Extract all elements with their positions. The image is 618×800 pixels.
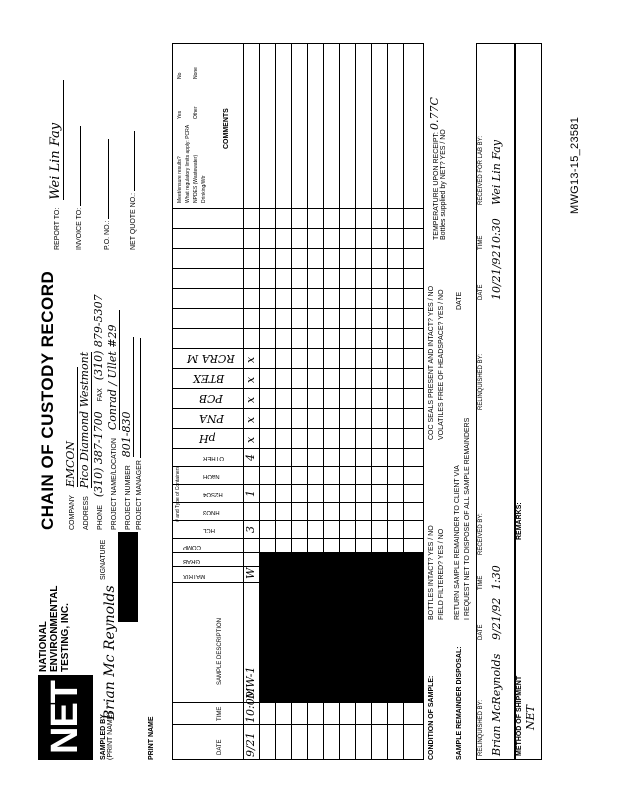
date-1[interactable]: 9/21/92 (490, 597, 503, 640)
col-hno3: HNO3 (203, 509, 220, 515)
relinquished-label-1: RELINQUISHED BY: (478, 699, 484, 756)
quote-value[interactable] (134, 131, 135, 191)
time-label-1: TIME (478, 575, 484, 590)
po-value[interactable] (108, 139, 109, 219)
disposal-request[interactable]: I REQUEST NET TO DISPOSE OF ALL SAMPLE REMAINDERS (464, 417, 471, 620)
col-h2so4: H2SO4 (203, 491, 223, 497)
sampled-by-label: SAMPLED BY (100, 714, 107, 760)
reg-npdes: NPDES (Wastewater) (193, 154, 199, 203)
po-row (104, 139, 111, 250)
lab-logo: NET (38, 675, 93, 760)
fax-value[interactable]: (310) 879-5307 (92, 294, 105, 381)
fax-label: FAX (97, 388, 104, 402)
row1-mark-pna[interactable]: x (244, 416, 257, 423)
col-date: DATE (217, 739, 223, 755)
document-id: MWG13-15_23581 (569, 116, 581, 214)
reg-drinking: Drinking/Wtr (201, 175, 207, 203)
invoice-to-label: INVOICE TO: (76, 207, 83, 250)
sampled-by-value[interactable]: Brian Mc Reynolds (102, 585, 118, 720)
company-value[interactable]: EMCON (64, 367, 78, 487)
report-to-label: REPORT TO: (54, 207, 61, 250)
row1-count-other[interactable]: 4 (244, 454, 257, 461)
project-manager-label: PROJECT MANAGER (136, 460, 143, 530)
sample-table (172, 43, 424, 760)
company-label: COMPANY (69, 495, 76, 530)
address-row (78, 352, 92, 530)
analysis-pna: PNA (199, 412, 224, 425)
coc-seals[interactable]: COC SEALS PRESENT AND INTACT? YES / NO (428, 285, 435, 440)
received-for-lab-label: RECEIVED FOR LAB BY: (478, 135, 484, 205)
project-number-value[interactable]: 801-830 (120, 337, 134, 457)
col-grab: GRAB (183, 558, 201, 564)
col-other: OTHER (203, 455, 224, 461)
comments-header: COMMENTS (223, 108, 230, 149)
print-name-label: PRINT NAME (148, 716, 155, 760)
invoice-to-row (76, 126, 83, 250)
analysis-rcra: RCRA M (187, 352, 235, 365)
date-label-2: DATE (478, 284, 484, 300)
time-1[interactable]: 1:30 (490, 565, 503, 590)
lab-name-line-3: TESTING, INC. (60, 603, 71, 672)
shipment-value[interactable]: NET (524, 705, 537, 730)
date-2[interactable]: 10/21/92 (490, 250, 503, 300)
col-preservation: # and Type of Containers (175, 466, 181, 522)
row1-mark-rcra[interactable]: x (244, 356, 257, 363)
signature-label: SIGNATURE (100, 539, 107, 580)
reg-yes[interactable]: Yes (177, 110, 183, 119)
phone-row (92, 294, 105, 530)
project-name-value[interactable]: Conrad / Ullet #29 (106, 310, 120, 430)
received-label-1: RECEIVED BY: (478, 513, 484, 555)
quote-row (130, 131, 137, 250)
report-to-value[interactable]: Wei Lin Fay (48, 80, 64, 200)
row1-count-h2so4[interactable]: 1 (244, 490, 257, 497)
phone-label: PHONE (97, 505, 104, 530)
volatiles[interactable]: VOLATILES FREE OF HEADSPACE? YES / NO (438, 289, 445, 440)
reg-none[interactable]: None (193, 67, 199, 79)
lab-name-line-2: ENVIRONMENTAL (49, 585, 60, 672)
condition-label: CONDITION OF SAMPLE: (428, 675, 435, 760)
bottles-supplied[interactable]: Bottles supplied by NET? YES / NO (440, 129, 447, 240)
reg-other[interactable]: Other (193, 106, 199, 119)
time-label-2: TIME (478, 235, 484, 250)
reg-line-2: What regulatory limits apply: PCRA (185, 124, 191, 203)
col-time: TIME (217, 706, 223, 721)
col-sample-description: SAMPLE DESCRIPTION (217, 617, 223, 685)
remarks-label: REMARKS: (516, 502, 523, 540)
analysis-ph: pH (199, 432, 216, 445)
lab-name-line-1: NATIONAL (38, 621, 49, 672)
row1-mark-pcb[interactable]: x (244, 396, 257, 403)
analysis-pcb: PCB (199, 392, 223, 405)
project-manager-value[interactable] (140, 338, 141, 458)
disposal-return[interactable]: RETURN SAMPLE REMAINDER TO CLIENT VIA (454, 465, 461, 620)
temperature-value[interactable]: 0.77C (428, 97, 441, 131)
reg-no[interactable]: No (177, 72, 183, 79)
lab-name (38, 552, 71, 672)
col-matrix: MATRIX (183, 573, 206, 579)
analysis-btex: BTEX (193, 372, 225, 385)
shipment-label: METHOD OF SHIPMENT (516, 675, 523, 756)
disposal-date-label: DATE (456, 291, 463, 310)
report-to-row (48, 80, 64, 250)
phone-value[interactable]: (310) 387-1700 (92, 411, 105, 498)
row1-description[interactable]: MW-1 (244, 666, 257, 699)
col-naoh: NaOH (203, 473, 220, 479)
col-comp: COMP (183, 544, 201, 550)
temperature-label: TEMPERATURE UPON RECEIPT: (433, 132, 440, 240)
date-label-1: DATE (478, 624, 484, 640)
redaction-bar-top (118, 532, 138, 622)
time-2[interactable]: 10:30 (490, 218, 503, 250)
form-title: CHAIN OF CUSTODY RECORD (38, 270, 57, 530)
row1-matrix[interactable]: W (244, 567, 257, 579)
signer-1[interactable]: Brian McReynolds (490, 653, 503, 756)
row1-date[interactable]: 9/21 (244, 732, 257, 757)
row1-count-hcl[interactable]: 3 (244, 526, 257, 533)
project-name-label: PROJECT NAME/LOCATION (111, 438, 118, 530)
address-value[interactable]: Pico Diamond Westmont (78, 351, 91, 489)
col-hcl: HCL (203, 527, 216, 533)
company-row (64, 367, 78, 530)
row1-mark-btex[interactable]: x (244, 376, 257, 383)
address-label: ADDRESS (83, 496, 90, 530)
signer-2[interactable]: Wei Lin Fay (490, 140, 503, 205)
field-filtered[interactable]: FIELD FILTERED? YES / NO (438, 528, 445, 620)
project-manager-row (136, 338, 143, 530)
bottles-intact[interactable]: BOTTLES INTACT? YES / NO (428, 525, 435, 620)
disposal-label: SAMPLE REMAINDER DISPOSAL: (456, 646, 463, 760)
sampled-by-sub: (PRINT NAME) (107, 712, 114, 760)
row1-time[interactable]: 10:00 (244, 691, 257, 723)
invoice-to-value[interactable] (80, 126, 81, 206)
quote-label: NET QUOTE NO.: (130, 192, 137, 250)
reg-line-1: Meet/ensure results? (177, 156, 183, 203)
po-label: P.O. NO.: (104, 220, 111, 250)
row1-mark-ph[interactable]: x (244, 436, 257, 443)
project-name-row (106, 310, 120, 530)
redaction-block (259, 553, 423, 703)
shipment-box (514, 43, 542, 760)
project-number-row (120, 337, 134, 530)
relinquished-label-2: RELINQUISHED BY: (478, 353, 484, 410)
coc-form (30, 35, 550, 770)
project-number-label: PROJECT NUMBER (125, 465, 132, 530)
